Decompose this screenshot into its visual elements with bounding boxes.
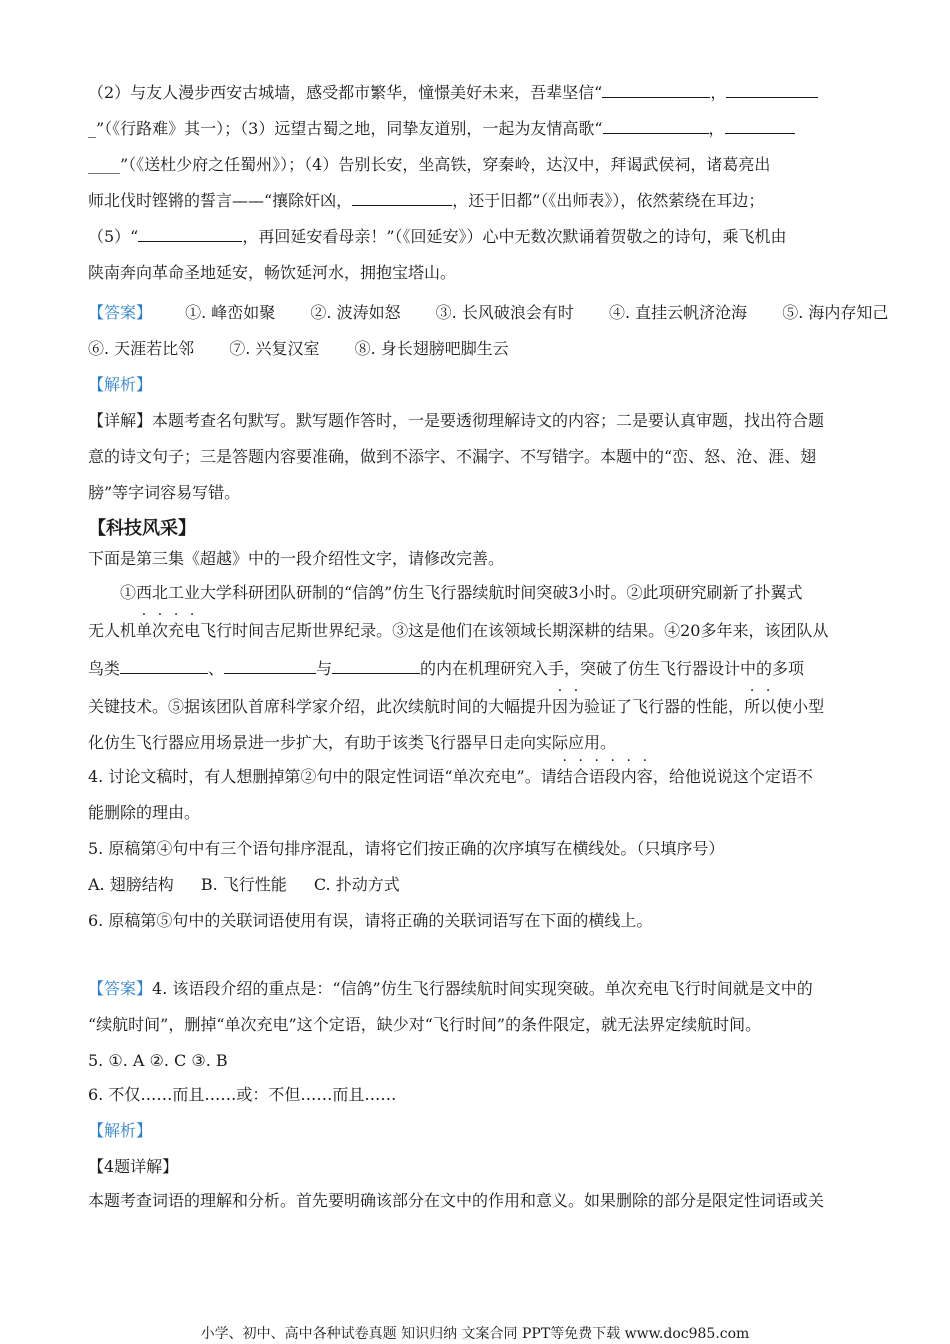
option: C. 扑动方式 xyxy=(313,875,400,894)
text: 验证了飞行器的性能， xyxy=(584,697,745,716)
text: ， xyxy=(710,83,727,102)
dotted-emphasis: 单次充电 xyxy=(136,621,201,640)
answer-item: ②. 波涛如怒 xyxy=(310,303,401,322)
answer-line: 5. ①. A ②. C ③. B xyxy=(88,1051,228,1070)
blank xyxy=(726,83,818,98)
text: （5）“ xyxy=(88,227,139,246)
answer-line: “续航时间”，删掉“单次充电”这个定语，缺少对“飞行时间”的条件限定，就无法界定续航时间。 xyxy=(88,1015,762,1034)
text: 4. 讨论文稿时，有人想删掉第②句中的限定性词语“单次充电”。请 xyxy=(88,767,557,786)
passage-line-3 xyxy=(88,658,804,680)
question-5-options xyxy=(88,874,400,896)
question-4 xyxy=(88,766,813,788)
passage-line-2 xyxy=(88,620,828,642)
section-intro: 下面是第三集《超越》中的一段介绍性文字，请修改完善。 xyxy=(88,549,505,568)
poem-line-1 xyxy=(88,82,818,104)
poem-line-5 xyxy=(88,226,787,248)
answer-block-2 xyxy=(88,978,813,1000)
text: 使小型 xyxy=(776,697,825,716)
text: 鸟类 xyxy=(88,659,121,678)
text: （2）与友人漫步西安古城墙，感受都市繁华，憧憬美好未来，吾辈坚信“ xyxy=(88,83,603,102)
text: 与 xyxy=(316,659,333,678)
answer-item: ⑧. 身长翅膀吧脚生云 xyxy=(354,339,509,358)
text: _”（《行路难》其一）；（3）远望古蜀之地，同挚友道别，一起为友情高歌“ xyxy=(88,119,603,138)
answer-item: ①. 峰峦如聚 xyxy=(185,303,276,322)
analysis-tag: 【解析】 xyxy=(88,1121,153,1140)
analysis-line: 本题考查词语的理解和分析。首先要明确该部分在文中的作用和意义。如果删除的部分是限定性词语或关 xyxy=(88,1191,825,1210)
question-5: 5. 原稿第④句中有三个语句排序混乱，请将它们按正确的次序填写在横线处。（只填序号） xyxy=(88,839,725,858)
blank xyxy=(138,227,242,242)
analysis-line: 意的诗文句子；三是答题内容要准确，做到不添字、不漏字、不写错字。本题中的“峦、怒、沧、涯、翅 xyxy=(88,447,817,466)
option: A. 翅膀结构 xyxy=(88,875,174,894)
text: ，还于旧都”（《出师表》），依然萦绕在耳边； xyxy=(452,191,765,210)
text: 、 xyxy=(208,659,225,678)
answer-block-1 xyxy=(88,302,888,324)
blank xyxy=(224,659,316,674)
text: 师北伐时铿锵的誓言——“攘除奸凶， xyxy=(88,191,353,210)
passage-line-4 xyxy=(88,696,824,718)
option: B. 飞行性能 xyxy=(200,875,287,894)
question-4-cont: 能删除的理由。 xyxy=(88,803,201,822)
blank xyxy=(603,119,709,134)
blank xyxy=(725,119,795,134)
text: 无人机 xyxy=(88,621,137,640)
answer-tag: 【答案】 xyxy=(88,979,153,998)
poem-line-3 xyxy=(88,154,770,176)
blank xyxy=(352,191,452,206)
text: 的内在机理研究入手，突破了仿生飞行器设计中的多项 xyxy=(420,659,805,678)
text: ， xyxy=(708,119,725,138)
text: ，再回延安看母亲！”（《回延安》）心中无数次默诵着贺敬之的诗句，乘飞机由 xyxy=(242,227,787,246)
question-6: 6. 原稿第⑤句中的关联词语使用有误，请将正确的关联词语写在下面的横线上。 xyxy=(88,911,653,930)
blank xyxy=(602,83,710,98)
dotted-emphasis: 因为 xyxy=(552,697,585,716)
answer-item: ⑥. 天涯若比邻 xyxy=(88,339,195,358)
answer-item: ⑤. 海内存知己 xyxy=(782,303,889,322)
dotted-emphasis: 所以 xyxy=(744,697,777,716)
poem-line-6 xyxy=(88,262,456,284)
poem-line-4 xyxy=(88,190,764,212)
answer-tag: 【答案】 xyxy=(88,303,153,322)
text: 关键技术。⑤据该团队首席科学家介绍，此次续航时间的大幅提升 xyxy=(88,697,553,716)
blank xyxy=(120,659,208,674)
text: ____”（《送杜少府之任蜀州》）；（4）告别长安，坐高铁，穿秦岭，达汉中，拜谒武侯祠，诸葛亮出 xyxy=(88,155,771,174)
answer-item: ③. 长风破浪会有时 xyxy=(435,303,574,322)
text: 陕南奔向革命圣地延安，畅饮延河水，拥抱宝塔山。 xyxy=(88,263,457,282)
poem-line-2 xyxy=(88,118,795,140)
page-footer: 小学、初中、高中各种试卷真题 知识归纳 文案合同 PPT等免费下载 www.doc985.com xyxy=(200,1326,750,1342)
text: ，给他说说这个定语不 xyxy=(652,767,813,786)
analysis-heading: 【4题详解】 xyxy=(88,1157,179,1176)
answer-block-1-line-2 xyxy=(88,338,509,360)
analysis-line: 【详解】本题考查名句默写。默写题作答时，一是要透彻理解诗文的内容；二是要认真审题，找出符合题 xyxy=(88,411,825,430)
passage-line-5: 化仿生飞行器应用场景进一步扩大，有助于该类飞行器早日走向实际应用。 xyxy=(88,733,617,752)
passage-line-1: ①西北工业大学科研团队研制的“信鸽”仿生飞行器续航时间突破3小时。②此项研究刷新了扑翼式 xyxy=(120,583,803,602)
text: 飞行时间吉尼斯世界纪录。③这是他们在该领域长期深耕的结果。④20多年来，该团队从 xyxy=(200,621,829,640)
analysis-line: 膀”等字词容易写错。 xyxy=(88,483,241,502)
answer-text: 4. 该语段介绍的重点是：“信鸽”仿生飞行器续航时间实现突破。单次充电飞行时间就是文中的 xyxy=(152,979,813,998)
dotted-emphasis: 结合语段内容 xyxy=(556,767,653,786)
answer-item: ④. 直挂云帆济沧海 xyxy=(608,303,748,322)
blank xyxy=(332,659,420,674)
analysis-tag: 【解析】 xyxy=(88,375,153,394)
answer-item: ⑦. 兴复汉室 xyxy=(229,339,320,358)
section-title: 【科技风采】 xyxy=(88,518,196,539)
answer-line: 6. 不仅……而且……或：不但……而且…… xyxy=(88,1085,397,1104)
